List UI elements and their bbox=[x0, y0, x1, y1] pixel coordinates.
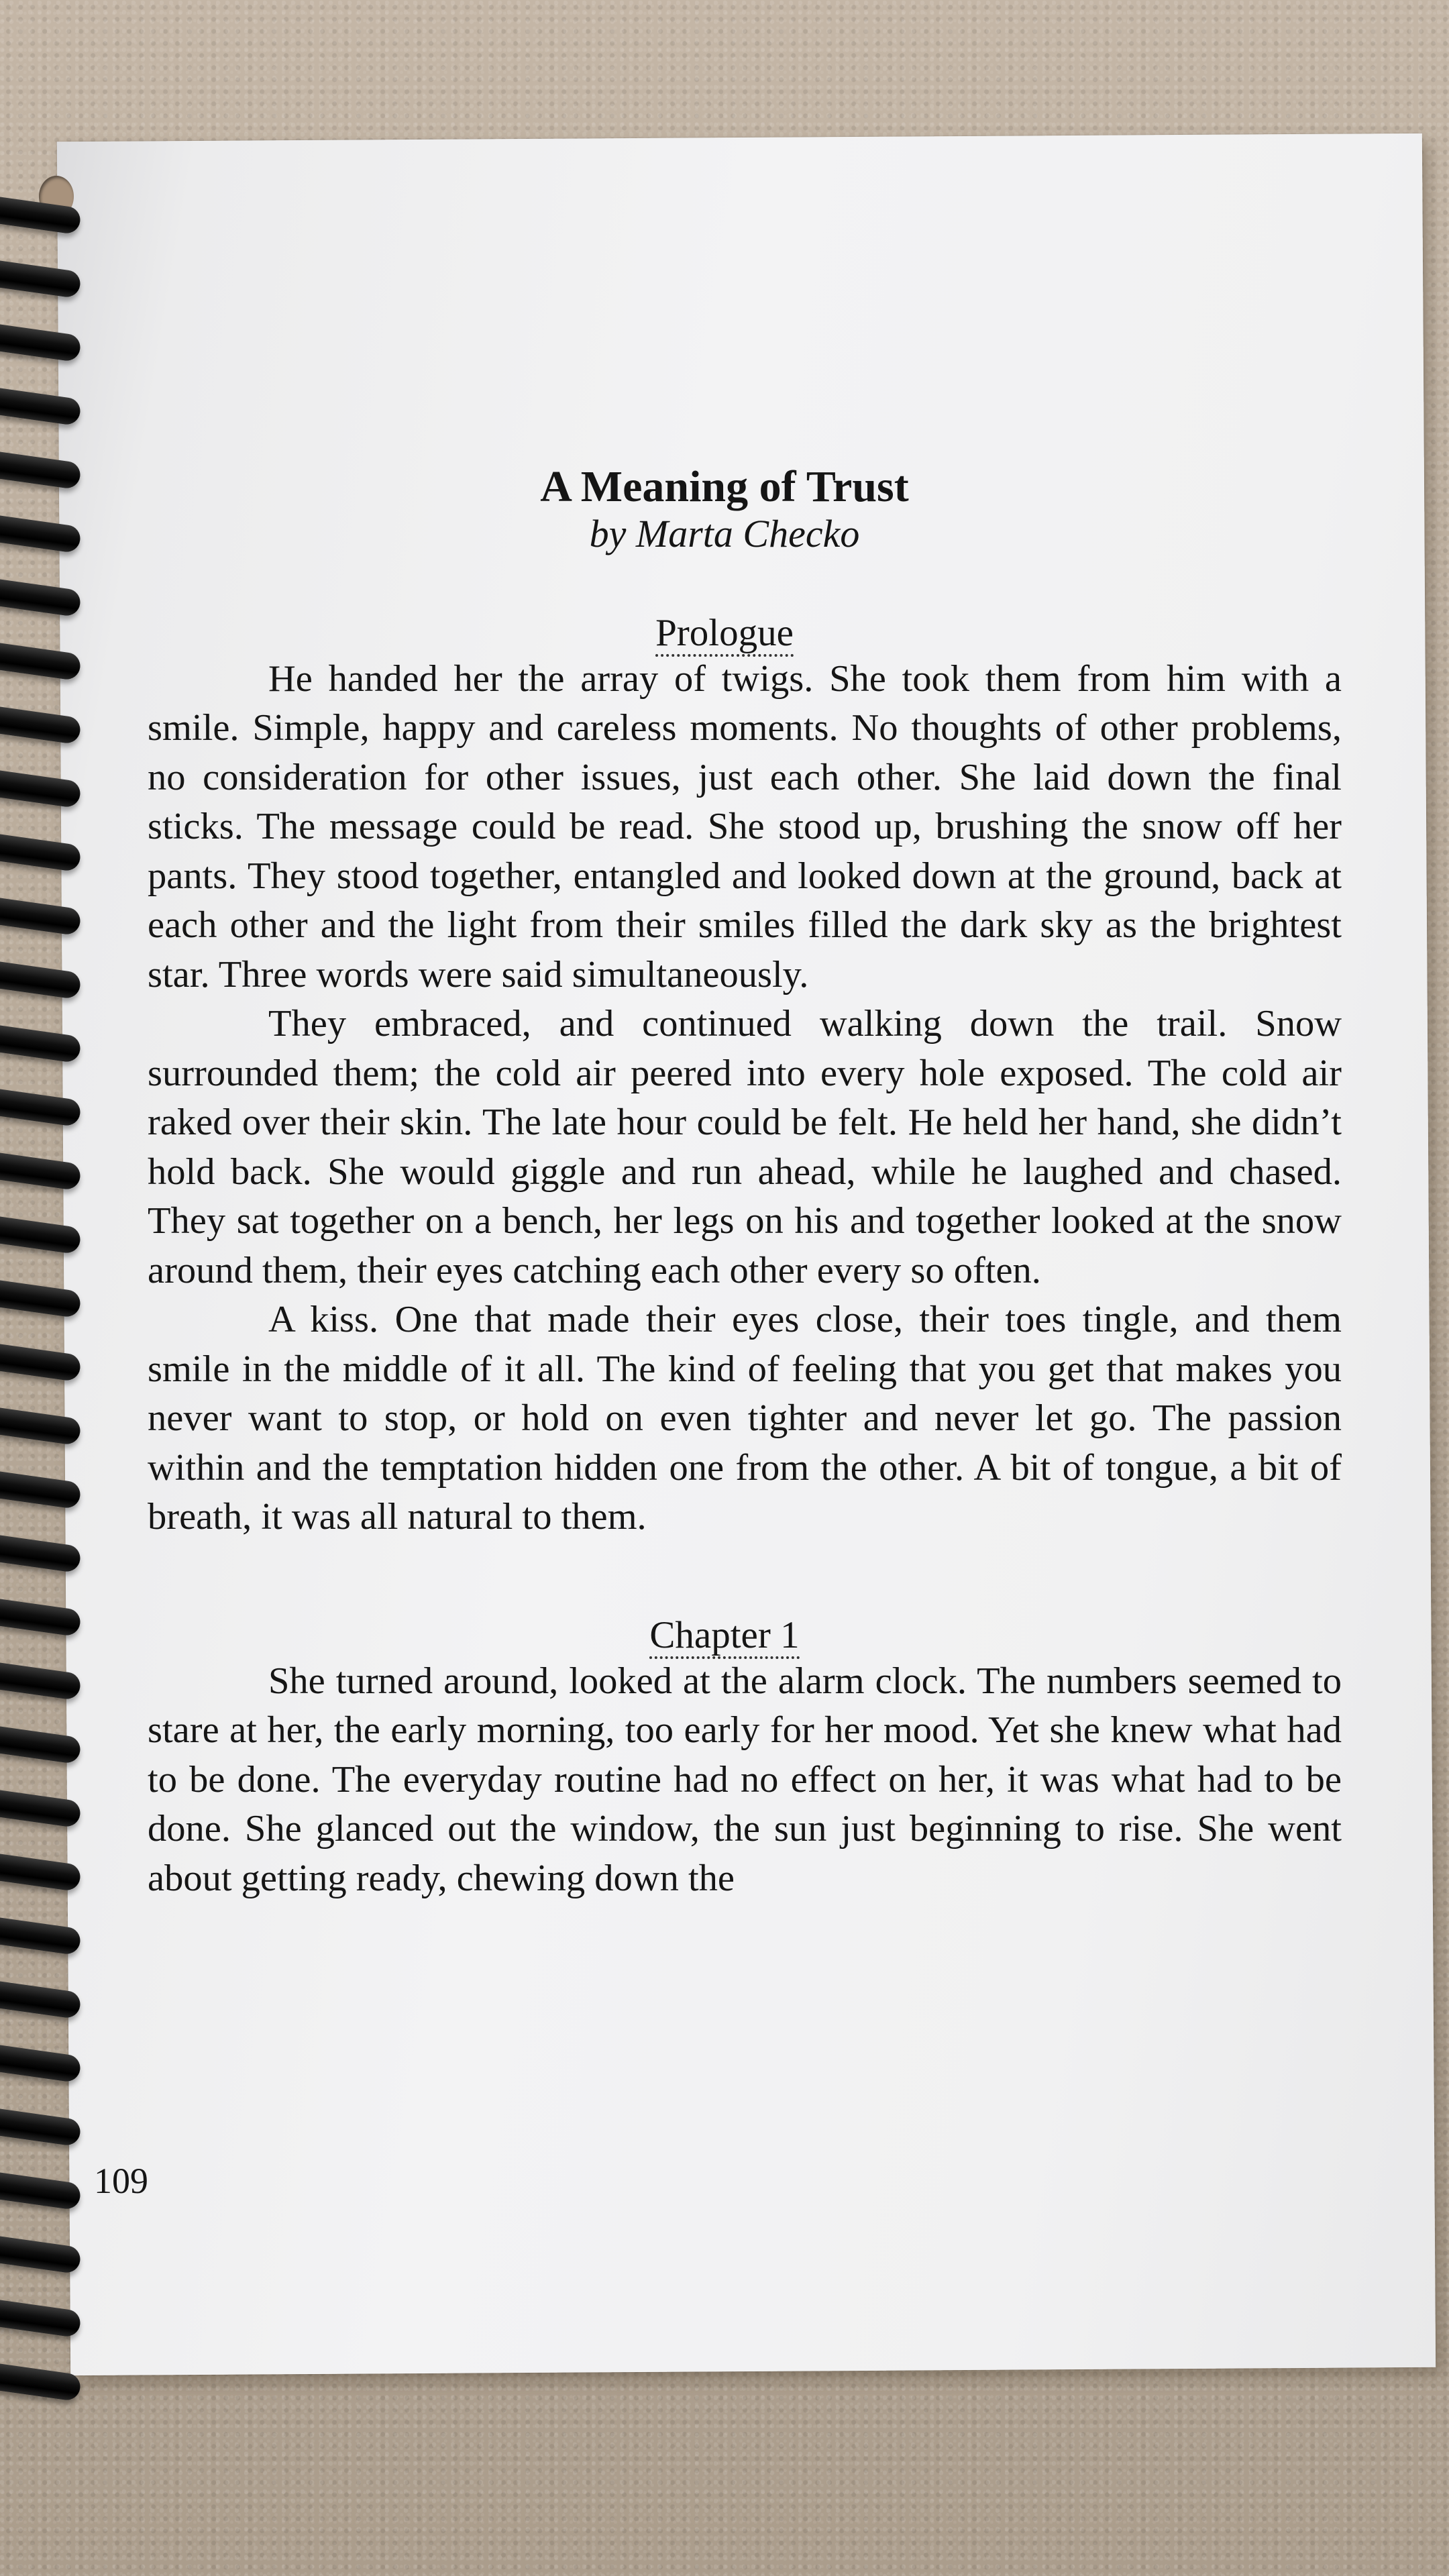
spiral-coil bbox=[0, 1979, 82, 2019]
spiral-coil bbox=[0, 1023, 82, 1063]
author-line: by Marta Checko bbox=[589, 511, 860, 555]
prologue-paragraph: He handed her the array of twigs. She took them from him with a smile. Simple, happy and careless moments. No thoughts of other problems, no consideration for other issues, just each other. She laid down the final sticks. The message could be read. She stood up, brushing the snow off her pants. They stood together, entangled and looked down at the ground, back at each other and the light from their smiles filled the dark sky as the brightest star. Three words were said simultaneously. bbox=[148, 657, 1342, 996]
spiral-coil bbox=[0, 1788, 82, 1828]
spiral-coil bbox=[0, 896, 82, 936]
spiral-coil bbox=[0, 1597, 82, 1637]
spiral-coil bbox=[0, 768, 82, 808]
spiral-coil bbox=[0, 704, 82, 745]
spiral-coil bbox=[0, 2298, 82, 2338]
spiral-coil bbox=[0, 2043, 82, 2083]
spiral-coil bbox=[0, 641, 82, 681]
prologue-paragraph: They embraced, and continued walking down the trail. Snow surrounded them; the cold air peered into every hole exposed. The cold air raked over their skin. The late hour could be felt. He held her hand, she didn’t hold back. She would giggle and run ahead, while he laughed and chased. They sat together on a bench, her legs on his and together looked at the snow around them, their eyes catching each other every so often. bbox=[148, 1003, 1342, 1291]
chapter-heading-text: Chapter 1 bbox=[649, 1614, 799, 1659]
spiral-coil bbox=[0, 1851, 82, 1892]
spiral-coil bbox=[0, 258, 82, 299]
spiral-coil bbox=[0, 2106, 82, 2147]
page-text bbox=[148, 463, 1342, 1903]
spiral-coil bbox=[0, 449, 82, 490]
chapter-heading bbox=[107, 1615, 1342, 1657]
spiral-coil bbox=[0, 513, 82, 553]
spiral-coil bbox=[0, 386, 82, 426]
spiral-coil bbox=[0, 1278, 82, 1318]
spiral-coil bbox=[0, 2361, 82, 2402]
spiral-coil bbox=[0, 1150, 82, 1191]
spiral-coil bbox=[0, 1214, 82, 1254]
prologue-heading bbox=[107, 612, 1342, 655]
spiral-coil bbox=[0, 1660, 82, 1701]
spiral-coil bbox=[0, 959, 82, 1000]
spiral-coil bbox=[0, 832, 82, 872]
chapter-paragraph: She turned around, looked at the alarm clock. The numbers seemed to stare at her, the early morning, too early for her mood. Yet she knew what had to be done. The everyday routine had no effect on her, it was what had to be done. She glanced out the window, the sun just beginning to rise. She went about getting ready, chewing down the bbox=[148, 1660, 1342, 1899]
spiral-coil bbox=[0, 1087, 82, 1127]
spiral-coil bbox=[0, 577, 82, 617]
page-number: 109 bbox=[94, 2161, 148, 2201]
prologue-heading-text: Prologue bbox=[655, 612, 794, 657]
spiral-coil bbox=[0, 1533, 82, 1573]
prologue-paragraph: A kiss. One that made their eyes close, their toes tingle, and them smile in the middle of it all. The kind of feeling that you get that makes you never want to stop, or hold on even tighter and never let go. The passion within and the temptation hidden one from the other. A bit of tongue, a bit of breath, it was all natural to them. bbox=[148, 1299, 1342, 1538]
spiral-coil bbox=[0, 2170, 82, 2210]
spiral-coil bbox=[0, 1405, 82, 1446]
spiral-coil bbox=[0, 1724, 82, 1764]
book-title: A Meaning of Trust bbox=[540, 462, 909, 511]
spiral-coil bbox=[0, 1342, 82, 1382]
spiral-coil bbox=[0, 1469, 82, 1509]
spiral-coil bbox=[0, 1915, 82, 1955]
spiral-binding bbox=[0, 201, 80, 2435]
spiral-coil bbox=[0, 322, 82, 362]
spiral-coil bbox=[0, 2234, 82, 2274]
